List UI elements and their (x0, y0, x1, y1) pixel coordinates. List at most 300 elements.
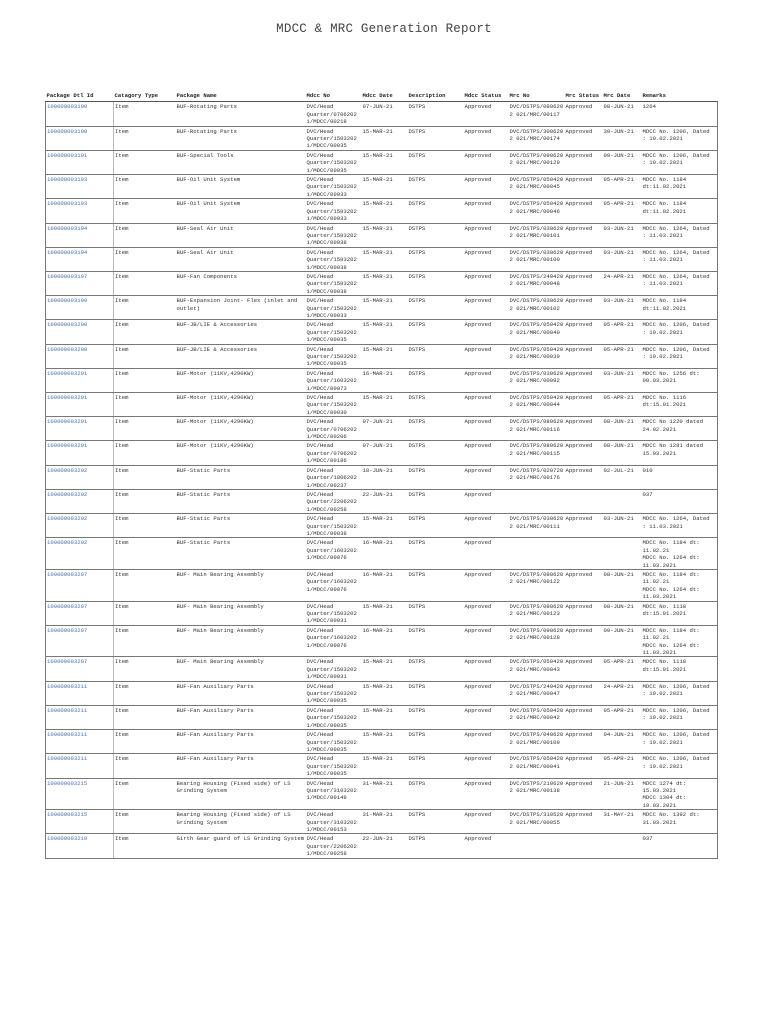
mdcc-date-cell: 16-MAR-21 (362, 569, 408, 601)
category-cell: Item (114, 271, 176, 295)
package-id-cell: 100000003202 (46, 538, 114, 570)
mdcc-no-cell: DVC/Head Quarter/1503202 1/MDCC/00033 (306, 199, 362, 223)
mdcc-date-cell: 15-MAR-21 (362, 754, 408, 778)
mdcc-date-cell: 15-MAR-21 (362, 320, 408, 344)
package-name-cell: Bearing Housing (Fixed side) of LS Grinding System (176, 778, 306, 810)
mdcc-no-cell: DVC/Head Quarter/0706202 1/MDCC/00186 (306, 441, 362, 465)
mdcc-date-cell: 15-MAR-21 (362, 199, 408, 223)
mdcc-no-cell: DVC/Head Quarter/1503202 1/MDCC/00031 (306, 601, 362, 625)
mrc-no-cell: DVC/DSTPS/0906202 021/MRC/00129 (509, 150, 565, 174)
mdcc-status-cell: Approved (464, 705, 509, 729)
mrc-date-cell: 09-JUN-21 (603, 150, 642, 174)
table-row (46, 247, 718, 271)
col-mdcc-date: Mdcc Date (362, 88, 408, 102)
mrc-status-cell: Approved (565, 102, 603, 126)
remarks-cell: MDCC No. 1206, Dated : 19.02.2021 (642, 320, 718, 344)
mrc-date-cell: 08-JUN-21 (603, 102, 642, 126)
table-row (46, 569, 718, 601)
table-row (46, 417, 718, 441)
package-name-cell: BUF- Main Bearing Assembly (176, 601, 306, 625)
col-category-type: Catagory Type (114, 88, 176, 102)
category-cell: Item (114, 126, 176, 150)
package-id-cell: 100000003211 (46, 681, 114, 705)
mdcc-date-cell: 15-MAR-21 (362, 247, 408, 271)
table-row (46, 441, 718, 465)
mrc-date-cell: 08-JUN-21 (603, 417, 642, 441)
category-cell: Item (114, 199, 176, 223)
package-name-cell: BUF-JB/LIE & Accessories (176, 320, 306, 344)
package-name-cell: BUF-Oil Unit System (176, 199, 306, 223)
mdcc-no-cell: DVC/Head Quarter/1603202 1/MDCC/00076 (306, 625, 362, 657)
remarks-cell: MDCC No. 1264, Dated : 11.03.2021 (642, 247, 718, 271)
mdcc-no-cell: DVC/Head Quarter/1503202 1/MDCC/00031 (306, 657, 362, 681)
package-name-cell: BUF- Main Bearing Assembly (176, 569, 306, 601)
mrc-status-cell: Approved (565, 368, 603, 392)
mdcc-date-cell: 15-MAR-21 (362, 705, 408, 729)
mdcc-no-cell: DVC/Head Quarter/3103202 1/MDCC/00149 (306, 778, 362, 810)
description-cell: DSTPS (408, 247, 464, 271)
mdcc-date-cell: 15-MAR-21 (362, 601, 408, 625)
report-title: MDCC & MRC Generation Report (276, 22, 492, 36)
remarks-cell: MDCC No. 1206, Dated : 19.02.2021 (642, 150, 718, 174)
mdcc-no-cell: DVC/Head Quarter/2206202 1/MDCC/00258 (306, 489, 362, 513)
package-name-cell: BUF- Main Bearing Assembly (176, 625, 306, 657)
category-cell: Item (114, 601, 176, 625)
mrc-no-cell (509, 834, 565, 858)
description-cell: DSTPS (408, 175, 464, 199)
package-name-cell: BUF-Oil Unit System (176, 175, 306, 199)
mrc-date-cell: 05-APR-21 (603, 393, 642, 417)
mdcc-status-cell: Approved (464, 175, 509, 199)
package-id-cell: 100000003202 (46, 489, 114, 513)
mdcc-no-cell: DVC/Head Quarter/1503202 1/MDCC/00030 (306, 393, 362, 417)
mdcc-no-cell: DVC/Head Quarter/1806202 1/MDCC/00237 (306, 465, 362, 489)
mrc-no-cell: DVC/DSTPS/0906202 021/MRC/00128 (509, 625, 565, 657)
description-cell: DSTPS (408, 126, 464, 150)
mrc-date-cell: 05-APR-21 (603, 754, 642, 778)
mrc-date-cell: 24-APR-21 (603, 681, 642, 705)
remarks-cell: MDCC No. 1206, Dated : 19.02.2021 (642, 730, 718, 754)
package-name-cell: BUF-Rotating Parts (176, 102, 306, 126)
mdcc-no-cell: DVC/Head Quarter/1503202 1/MDCC/00038 (306, 247, 362, 271)
mrc-no-cell: DVC/DSTPS/0806202 021/MRC/00116 (509, 417, 565, 441)
mdcc-date-cell: 15-MAR-21 (362, 730, 408, 754)
table-row (46, 514, 718, 538)
mrc-no-cell: DVC/DSTPS/0504202 021/MRC/00043 (509, 657, 565, 681)
mrc-no-cell: DVC/DSTPS/2404202 021/MRC/00048 (509, 271, 565, 295)
description-cell: DSTPS (408, 368, 464, 392)
mdcc-status-cell: Approved (464, 150, 509, 174)
mdcc-status-cell: Approved (464, 625, 509, 657)
mdcc-date-cell: 15-MAR-21 (362, 514, 408, 538)
mrc-no-cell (509, 489, 565, 513)
mrc-date-cell: 08-JUN-21 (603, 569, 642, 601)
mrc-date-cell: 05-APR-21 (603, 320, 642, 344)
mrc-date-cell: 05-APR-21 (603, 199, 642, 223)
package-id-cell: 100000003207 (46, 657, 114, 681)
category-cell: Item (114, 834, 176, 858)
category-cell: Item (114, 150, 176, 174)
mdcc-date-cell: 15-MAR-21 (362, 271, 408, 295)
table-row (46, 150, 718, 174)
description-cell: DSTPS (408, 102, 464, 126)
package-id-cell: 100000003193 (46, 175, 114, 199)
mrc-date-cell: 03-JUN-21 (603, 514, 642, 538)
package-id-cell: 100000003201 (46, 417, 114, 441)
remarks-cell: MDCC No. 1206, Dated : 19.02.2021 (642, 126, 718, 150)
mdcc-date-cell: 15-MAR-21 (362, 657, 408, 681)
table-row (46, 834, 718, 858)
table-row (46, 810, 718, 834)
mdcc-no-cell: DVC/Head Quarter/1503202 1/MDCC/00035 (306, 320, 362, 344)
category-cell: Item (114, 320, 176, 344)
mrc-no-cell: DVC/DSTPS/0504202 021/MRC/00041 (509, 754, 565, 778)
mdcc-date-cell: 16-MAR-21 (362, 625, 408, 657)
mrc-status-cell: Approved (565, 810, 603, 834)
mdcc-status-cell: Approved (464, 514, 509, 538)
mrc-status-cell: Approved (565, 320, 603, 344)
description-cell: DSTPS (408, 657, 464, 681)
mdcc-no-cell: DVC/Head Quarter/1603202 1/MDCC/00076 (306, 538, 362, 570)
mrc-date-cell: 03-JUN-21 (603, 223, 642, 247)
table-row (46, 778, 718, 810)
mdcc-no-cell: DVC/Head Quarter/1503202 1/MDCC/00038 (306, 271, 362, 295)
package-id-cell: 100000003207 (46, 569, 114, 601)
remarks-cell: MDCC No. 1206, Dated : 19.02.2021 (642, 705, 718, 729)
category-cell: Item (114, 175, 176, 199)
table-row (46, 538, 718, 570)
description-cell: DSTPS (408, 199, 464, 223)
mrc-status-cell (565, 489, 603, 513)
package-id-cell: 100000003200 (46, 320, 114, 344)
package-name-cell: BUF-Seal Air Unit (176, 247, 306, 271)
mdcc-no-cell: DVC/Head Quarter/1603202 1/MDCC/00073 (306, 368, 362, 392)
table-row (46, 175, 718, 199)
mrc-status-cell (565, 538, 603, 570)
package-id-cell: 100000003198 (46, 296, 114, 320)
mrc-no-cell: DVC/DSTPS/0504202 021/MRC/00039 (509, 344, 565, 368)
mrc-status-cell: Approved (565, 344, 603, 368)
mdcc-no-cell: DVC/Head Quarter/1503202 1/MDCC/00038 (306, 514, 362, 538)
package-id-cell: 100000003194 (46, 223, 114, 247)
description-cell: DSTPS (408, 730, 464, 754)
mdcc-no-cell: DVC/Head Quarter/1503202 1/MDCC/00035 (306, 150, 362, 174)
mdcc-status-cell: Approved (464, 441, 509, 465)
mdcc-no-cell: DVC/Head Quarter/1503202 1/MDCC/00035 (306, 126, 362, 150)
mrc-date-cell: 31-MAY-21 (603, 810, 642, 834)
mdcc-status-cell: Approved (464, 730, 509, 754)
description-cell: DSTPS (408, 834, 464, 858)
mrc-status-cell: Approved (565, 754, 603, 778)
mrc-no-cell: DVC/DSTPS/0806202 021/MRC/00117 (509, 102, 565, 126)
mrc-status-cell: Approved (565, 417, 603, 441)
package-name-cell: BUF-JB/LIE & Accessories (176, 344, 306, 368)
remarks-cell: 1264 (642, 102, 718, 126)
package-name-cell: BUF-Expansion Joint- Flex (inlet and outlet) (176, 296, 306, 320)
package-name-cell: BUF-Static Parts (176, 465, 306, 489)
category-cell: Item (114, 705, 176, 729)
mrc-date-cell: 04-JUN-21 (603, 730, 642, 754)
remarks-cell: MDCC No. 1118 dt:15.01.2021 (642, 601, 718, 625)
package-name-cell: BUF-Motor (11KV,4290KW) (176, 417, 306, 441)
mrc-date-cell: 03-JUN-21 (603, 296, 642, 320)
mdcc-date-cell: 07-JUN-21 (362, 441, 408, 465)
mrc-status-cell: Approved (565, 681, 603, 705)
table-row (46, 126, 718, 150)
table-row (46, 601, 718, 625)
description-cell: DSTPS (408, 465, 464, 489)
mrc-status-cell: Approved (565, 296, 603, 320)
mdcc-status-cell: Approved (464, 393, 509, 417)
mdcc-no-cell: DVC/Head Quarter/0706202 1/MDCC/00218 (306, 102, 362, 126)
category-cell: Item (114, 223, 176, 247)
mrc-date-cell: 05-APR-21 (603, 344, 642, 368)
table-row (46, 730, 718, 754)
col-remarks: Remarks (642, 88, 718, 102)
description-cell: DSTPS (408, 569, 464, 601)
mrc-status-cell: Approved (565, 271, 603, 295)
mrc-no-cell: DVC/DSTPS/0504202 021/MRC/00044 (509, 393, 565, 417)
mrc-status-cell: Approved (565, 657, 603, 681)
mdcc-no-cell: DVC/Head Quarter/1503202 1/MDCC/00033 (306, 175, 362, 199)
mrc-date-cell: 08-JUN-21 (603, 601, 642, 625)
mdcc-date-cell: 22-JUN-21 (362, 489, 408, 513)
package-name-cell: BUF-Fan Auxiliary Parts (176, 754, 306, 778)
mdcc-status-cell: Approved (464, 810, 509, 834)
mdcc-date-cell: 07-JUN-21 (362, 417, 408, 441)
report-table (45, 88, 718, 859)
col-mrc-no: Mrc No (509, 88, 565, 102)
remarks-cell: MDCC No. 1184 dt: 11.02.21 MDCC No. 1264 dt: 11.03.2021 (642, 625, 718, 657)
mdcc-status-cell: Approved (464, 126, 509, 150)
description-cell: DSTPS (408, 705, 464, 729)
col-mdcc-status: Mdcc Status (464, 88, 509, 102)
table-row (46, 754, 718, 778)
mdcc-no-cell: DVC/Head Quarter/1503202 1/MDCC/00035 (306, 344, 362, 368)
table-row (46, 465, 718, 489)
table-row (46, 368, 718, 392)
mdcc-no-cell: DVC/Head Quarter/1603202 1/MDCC/00076 (306, 569, 362, 601)
package-name-cell: Girth Gear guard of LS Grinding System (176, 834, 306, 858)
category-cell: Item (114, 569, 176, 601)
mrc-date-cell: 08-JUN-21 (603, 441, 642, 465)
remarks-cell: 037 (642, 489, 718, 513)
mrc-status-cell: Approved (565, 778, 603, 810)
remarks-cell: MDCC No. 1118 dt:15.01.2021 (642, 657, 718, 681)
mdcc-status-cell: Approved (464, 296, 509, 320)
remarks-cell: MDCC No. 1206, Dated : 19.02.2021 (642, 754, 718, 778)
package-id-cell: 100000003201 (46, 368, 114, 392)
mdcc-status-cell: Approved (464, 271, 509, 295)
remarks-cell: MDCC No 1220 dated 24.02.2021 (642, 417, 718, 441)
category-cell: Item (114, 625, 176, 657)
mrc-date-cell: 02-JUL-21 (603, 465, 642, 489)
package-name-cell: BUF- Main Bearing Assembly (176, 657, 306, 681)
description-cell: DSTPS (408, 150, 464, 174)
package-id-cell: 100000003202 (46, 514, 114, 538)
mrc-date-cell: 03-JUN-21 (603, 247, 642, 271)
col-mdcc-no: Mdcc No (306, 88, 362, 102)
package-id-cell: 100000003201 (46, 393, 114, 417)
mrc-no-cell (509, 538, 565, 570)
package-id-cell: 100000003207 (46, 601, 114, 625)
table-row (46, 657, 718, 681)
table-row (46, 705, 718, 729)
mrc-date-cell: 03-JUN-21 (603, 368, 642, 392)
package-name-cell: BUF-Motor (11KV,4290KW) (176, 368, 306, 392)
mdcc-date-cell: 15-MAR-21 (362, 223, 408, 247)
mrc-status-cell: Approved (565, 705, 603, 729)
package-id-cell: 100000003211 (46, 730, 114, 754)
mdcc-no-cell: DVC/Head Quarter/1503202 1/MDCC/00035 (306, 730, 362, 754)
remarks-cell: MDCC No. 1184 dt: 11.02.21 MDCC No. 1264 dt: 11.03.2021 (642, 569, 718, 601)
mrc-status-cell: Approved (565, 150, 603, 174)
mrc-status-cell: Approved (565, 126, 603, 150)
category-cell: Item (114, 368, 176, 392)
category-cell: Item (114, 657, 176, 681)
remarks-cell: MDCC No. 1206, Dated : 19.02.2021 (642, 681, 718, 705)
col-package-name: Package Name (176, 88, 306, 102)
mdcc-status-cell: Approved (464, 538, 509, 570)
mrc-no-cell: DVC/DSTPS/0406202 021/MRC/00109 (509, 730, 565, 754)
package-name-cell: BUF-Fan Auxiliary Parts (176, 705, 306, 729)
remarks-cell: MDCC No. 1184 dt:11.02.2021 (642, 296, 718, 320)
package-id-cell: 100000003191 (46, 150, 114, 174)
mrc-date-cell (603, 834, 642, 858)
col-mrc-date: Mrc Date (603, 88, 642, 102)
mdcc-date-cell: 15-MAR-21 (362, 393, 408, 417)
mrc-status-cell: Approved (565, 393, 603, 417)
mrc-no-cell: DVC/DSTPS/0306202 021/MRC/00102 (509, 296, 565, 320)
mrc-no-cell: DVC/DSTPS/0806202 021/MRC/00115 (509, 441, 565, 465)
mrc-status-cell: Approved (565, 175, 603, 199)
mrc-date-cell: 30-JUN-21 (603, 126, 642, 150)
mdcc-no-cell: DVC/Head Quarter/2206202 1/MDCC/00258 (306, 834, 362, 858)
remarks-cell: MDCC No 1281 dated 15.03.2021 (642, 441, 718, 465)
remarks-cell: MDCC 1274 dt: 15.03.2021 MDCC 1304 dt: 19.03.2021 (642, 778, 718, 810)
mrc-no-cell: DVC/DSTPS/3006202 021/MRC/00174 (509, 126, 565, 150)
mrc-no-cell: DVC/DSTPS/0306202 021/MRC/00101 (509, 223, 565, 247)
package-id-cell: 100000003190 (46, 126, 114, 150)
mrc-status-cell: Approved (565, 465, 603, 489)
mdcc-status-cell: Approved (464, 834, 509, 858)
table-row (46, 199, 718, 223)
mdcc-status-cell: Approved (464, 465, 509, 489)
mrc-status-cell: Approved (565, 625, 603, 657)
mrc-no-cell: DVC/DSTPS/0504202 021/MRC/00040 (509, 320, 565, 344)
description-cell: DSTPS (408, 393, 464, 417)
mrc-date-cell (603, 538, 642, 570)
description-cell: DSTPS (408, 514, 464, 538)
remarks-cell: MDCC No. 1264, Dated : 11.03.2021 (642, 514, 718, 538)
description-cell: DSTPS (408, 271, 464, 295)
remarks-cell: 010 (642, 465, 718, 489)
package-name-cell: BUF-Fan Auxiliary Parts (176, 730, 306, 754)
mrc-status-cell: Approved (565, 223, 603, 247)
mdcc-date-cell: 07-JUN-21 (362, 102, 408, 126)
mrc-date-cell: 05-APR-21 (603, 175, 642, 199)
mdcc-date-cell: 15-MAR-21 (362, 681, 408, 705)
package-name-cell: BUF-Seal Air Unit (176, 223, 306, 247)
mdcc-status-cell: Approved (464, 417, 509, 441)
mrc-date-cell: 24-APR-21 (603, 271, 642, 295)
package-name-cell: BUF-Fan Components (176, 271, 306, 295)
mdcc-date-cell: 15-MAR-21 (362, 344, 408, 368)
mdcc-status-cell: Approved (464, 778, 509, 810)
category-cell: Item (114, 514, 176, 538)
remarks-cell: 037 (642, 834, 718, 858)
table-row (46, 223, 718, 247)
package-id-cell: 100000003190 (46, 102, 114, 126)
description-cell: DSTPS (408, 417, 464, 441)
table-row (46, 320, 718, 344)
description-cell: DSTPS (408, 681, 464, 705)
table-row (46, 102, 718, 126)
mrc-date-cell: 09-JUN-21 (603, 625, 642, 657)
category-cell: Item (114, 489, 176, 513)
category-cell: Item (114, 417, 176, 441)
mdcc-status-cell: Approved (464, 489, 509, 513)
mrc-status-cell: Approved (565, 569, 603, 601)
mdcc-no-cell: DVC/Head Quarter/1503202 1/MDCC/00035 (306, 705, 362, 729)
package-name-cell: BUF-Special Tools (176, 150, 306, 174)
category-cell: Item (114, 465, 176, 489)
category-cell: Item (114, 681, 176, 705)
mdcc-status-cell: Approved (464, 247, 509, 271)
mrc-status-cell: Approved (565, 730, 603, 754)
mrc-no-cell: DVC/DSTPS/2106202 021/MRC/00138 (509, 778, 565, 810)
package-id-cell: 100000003215 (46, 778, 114, 810)
description-cell: DSTPS (408, 344, 464, 368)
mrc-date-cell (603, 489, 642, 513)
mdcc-no-cell: DVC/Head Quarter/0706202 1/MDCC/00206 (306, 417, 362, 441)
remarks-cell: MDCC No. 1264, Dated : 11.03.2021 (642, 271, 718, 295)
package-id-cell: 100000003219 (46, 834, 114, 858)
description-cell: DSTPS (408, 754, 464, 778)
package-id-cell: 100000003201 (46, 441, 114, 465)
category-cell: Item (114, 730, 176, 754)
description-cell: DSTPS (408, 489, 464, 513)
description-cell: DSTPS (408, 296, 464, 320)
mdcc-status-cell: Approved (464, 320, 509, 344)
table-row (46, 489, 718, 513)
description-cell: DSTPS (408, 810, 464, 834)
category-cell: Item (114, 296, 176, 320)
package-id-cell: 100000003200 (46, 344, 114, 368)
package-name-cell: Bearing Housing (Fixed side) of LS Grinding System (176, 810, 306, 834)
category-cell: Item (114, 778, 176, 810)
mdcc-no-cell: DVC/Head Quarter/1503202 1/MDCC/00035 (306, 681, 362, 705)
mdcc-date-cell: 15-MAR-21 (362, 296, 408, 320)
package-name-cell: BUF-Fan Auxiliary Parts (176, 681, 306, 705)
col-description: Description (408, 88, 464, 102)
mdcc-no-cell: DVC/Head Quarter/1503202 1/MDCC/00033 (306, 296, 362, 320)
category-cell: Item (114, 393, 176, 417)
package-name-cell: BUF-Static Parts (176, 514, 306, 538)
category-cell: Item (114, 754, 176, 778)
mdcc-date-cell: 16-MAR-21 (362, 368, 408, 392)
mdcc-status-cell: Approved (464, 657, 509, 681)
package-id-cell: 100000003197 (46, 271, 114, 295)
package-name-cell: BUF-Motor (11KV,4290KW) (176, 393, 306, 417)
mdcc-no-cell: DVC/Head Quarter/3103202 1/MDCC/00153 (306, 810, 362, 834)
mdcc-date-cell: 15-MAR-21 (362, 175, 408, 199)
package-id-cell: 100000003194 (46, 247, 114, 271)
package-name-cell: BUF-Rotating Parts (176, 126, 306, 150)
mdcc-date-cell: 31-MAR-21 (362, 810, 408, 834)
mdcc-status-cell: Approved (464, 754, 509, 778)
table-row (46, 681, 718, 705)
